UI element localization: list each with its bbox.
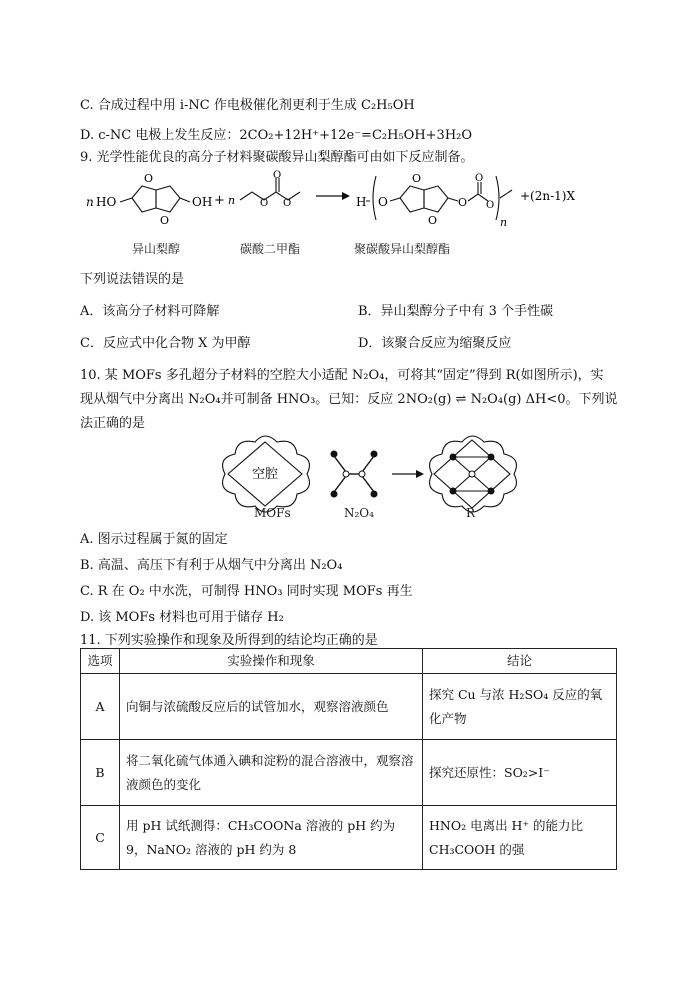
label-dimethyl-carbonate: 碳酸二甲酯	[240, 242, 301, 256]
q8-option-c: C. 合成过程中用 i-NC 作电极催化剂更利于生成 C₂H₅OH	[80, 98, 415, 113]
row-conclusion: 探究还原性：SO₂>I⁻	[423, 740, 617, 806]
svg-text:O: O	[260, 198, 269, 209]
n2o4-molecule	[334, 456, 374, 492]
eq-n-mid: n	[228, 194, 236, 207]
label-isosorbide: 异山梨醇	[132, 242, 181, 256]
q10-option-c: C. R 在 O₂ 中水洗，可制得 HNO₃ 同时实现 MOFs 再生	[80, 584, 413, 599]
eq-ho: HO	[96, 195, 117, 209]
eq-byproduct: +(2n-1)X	[520, 189, 576, 203]
q9-prompt: 下列说法错误的是	[80, 272, 185, 287]
q9-reaction-equation	[80, 168, 640, 240]
q10-option-a: A. 图示过程属于氮的固定	[80, 532, 228, 547]
svg-text:O: O	[412, 172, 422, 185]
q8-option-d: D. c-NC 电极上发生反应：2CO₂+12H⁺+12e⁻=C₂H₅OH+3H₂O	[80, 128, 473, 143]
label-r: R	[466, 506, 476, 520]
svg-text:O: O	[283, 198, 292, 209]
q10-stem-1: 10. 某 MOFs 多孔超分子材料的空腔大小适配 N₂O₄，可将其“固定”得到 R(如图所示)，实	[80, 368, 604, 383]
row-key: C	[81, 806, 120, 870]
eq-o-end: O	[378, 195, 388, 209]
row-conclusion: HNO₂ 电离出 H⁺ 的能力比 CH₃COOH 的强	[423, 806, 617, 870]
eq-h-end: H	[356, 195, 367, 209]
svg-text:O: O	[458, 196, 468, 209]
table-header-row	[81, 649, 617, 674]
row-key: B	[81, 740, 120, 806]
q9-option-b: B．异山梨醇分子中有 3 个手性碳	[358, 304, 554, 319]
q9-option-d: D．该聚合反应为缩聚反应	[358, 336, 512, 351]
q11-table	[80, 648, 617, 870]
eq-n-left: n	[86, 195, 94, 209]
eq-sub-n: n	[500, 216, 508, 229]
q9-option-a: A．该高分子材料可降解	[80, 304, 220, 319]
dimethyl-carbonate-structure	[240, 178, 300, 200]
q10-stem-2: 现从烟气中分离出 N₂O₄并可制备 HNO₃。已知：反应 2NO₂(g) ⇌ N₂O₄(g) ΔH<0。下列说	[80, 392, 618, 407]
q9-option-c: C．反应式中化合物 X 为甲醇	[80, 336, 251, 351]
svg-text:O: O	[273, 170, 282, 181]
row-operation: 将二氧化硫气体通入碘和淀粉的混合溶液中，观察溶液颜色的变化	[120, 740, 423, 806]
isosorbide-o-top: O	[144, 172, 154, 185]
row-conclusion: 探究 Cu 与浓 H₂SO₄ 反应的氧化产物	[423, 674, 617, 740]
row-operation: 用 pH 试纸测得：CH₃COONa 溶液的 pH 约为 9，NaNO₂ 溶液的 pH 约为 8	[120, 806, 423, 870]
q10-stem-3: 法正确的是	[80, 416, 146, 431]
label-polymer: 聚碳酸异山梨醇酯	[354, 242, 451, 256]
q11-stem: 11. 下列实验操作和现象及所得到的结论均正确的是	[80, 633, 378, 648]
q10-option-d: D. 该 MOFs 材料也可用于储存 H₂	[80, 610, 284, 625]
svg-text:O: O	[486, 200, 495, 211]
header-operation: 实验操作和现象	[120, 649, 423, 674]
table-row	[81, 674, 617, 740]
header-conclusion: 结论	[423, 649, 617, 674]
header-option: 选项	[81, 649, 120, 674]
row-operation: 向铜与浓硫酸反应后的试管加水，观察溶液颜色	[120, 674, 423, 740]
isosorbide-structure	[120, 186, 190, 212]
q10-option-b: B. 高温、高压下有利于从烟气中分离出 N₂O₄	[80, 558, 343, 573]
svg-text:O: O	[428, 214, 438, 227]
label-n2o4: N₂O₄	[344, 506, 374, 520]
table-row	[81, 806, 617, 870]
eq-oh: OH	[192, 195, 213, 209]
polymer-structure	[390, 182, 488, 212]
label-mofs: MOFs	[254, 506, 291, 520]
row-key: A	[81, 674, 120, 740]
figure-arrow	[392, 470, 424, 478]
svg-text:O: O	[475, 173, 484, 184]
q9-stem: 9. 光学性能优良的高分子材料聚碳酸异山梨醇酯可由如下反应制备。	[80, 150, 474, 165]
isosorbide-o-bottom: O	[160, 214, 170, 227]
cavity-label: 空腔	[252, 467, 279, 482]
eq-plus: +	[214, 193, 225, 208]
reaction-arrow	[316, 192, 350, 200]
table-row	[81, 740, 617, 806]
